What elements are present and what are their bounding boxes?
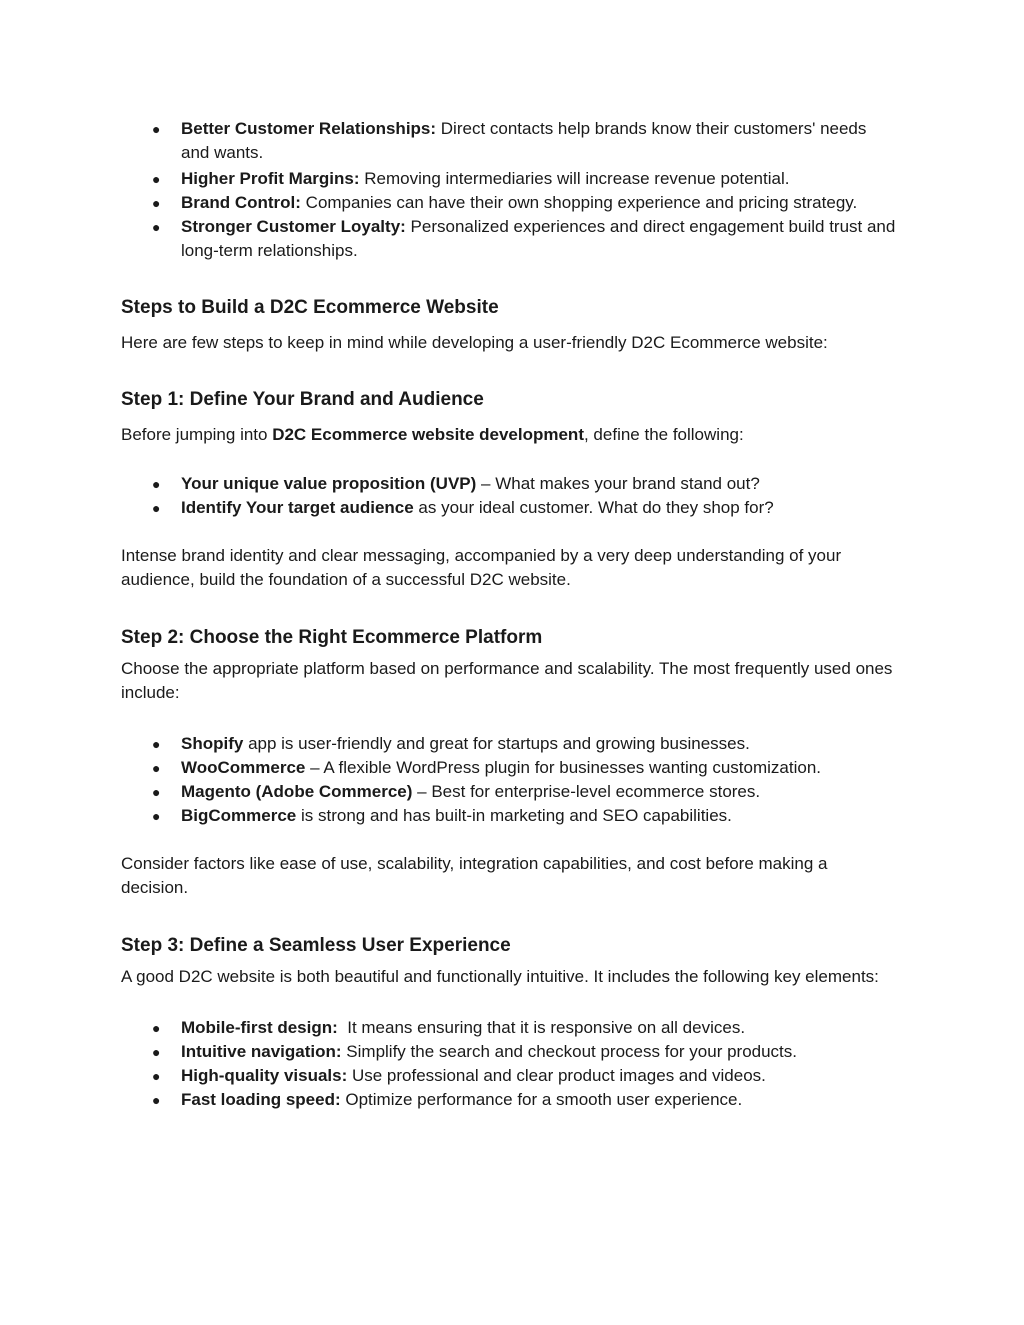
bullet-icon: ● bbox=[152, 1092, 161, 1108]
platform-list bbox=[121, 732, 896, 828]
bullet-icon: ● bbox=[152, 500, 161, 516]
bullet-icon: ● bbox=[152, 736, 161, 752]
bullet-icon: ● bbox=[152, 1044, 161, 1060]
list-item bbox=[121, 756, 896, 780]
list-item bbox=[121, 1064, 896, 1088]
list-item-bold: Higher Profit Margins: bbox=[181, 169, 360, 188]
step1-intro-pre: Before jumping into bbox=[121, 425, 273, 444]
step3-intro: A good D2C website is both beautiful and functionally intuitive. It includes the following key elements: bbox=[121, 967, 879, 986]
bullet-icon: ● bbox=[152, 195, 161, 211]
list-item bbox=[121, 496, 896, 520]
list-item-bold: WooCommerce bbox=[181, 758, 306, 777]
list-item-bold: Fast loading speed: bbox=[181, 1090, 341, 1109]
list-item-text: Personalized experiences and direct engagement build trust and long-term relationships. bbox=[181, 217, 896, 260]
list-item-text: Companies can have their own shopping experience and pricing strategy. bbox=[300, 193, 858, 212]
bullet-icon: ● bbox=[152, 784, 161, 800]
list-item bbox=[121, 1016, 896, 1040]
list-item bbox=[121, 215, 896, 263]
list-item-text: – A flexible WordPress plugin for businesses wanting customization. bbox=[305, 758, 822, 777]
step2-outro: Consider factors like ease of use, scalability, integration capabilities, and cost before making a decision. bbox=[121, 854, 828, 897]
list-item bbox=[121, 780, 896, 804]
section-heading: Steps to Build a D2C Ecommerce Website bbox=[121, 297, 499, 318]
list-item-text: Optimize performance for a smooth user experience. bbox=[340, 1090, 743, 1109]
list-item-bold: Intuitive navigation: bbox=[181, 1042, 342, 1061]
list-item-bold: Magento (Adobe Commerce) bbox=[181, 782, 413, 801]
bullet-icon: ● bbox=[152, 121, 161, 137]
list-item-text: as your ideal customer. What do they shop for? bbox=[413, 498, 774, 517]
list-item bbox=[121, 472, 896, 496]
list-item bbox=[121, 804, 896, 828]
list-item-bold: BigCommerce bbox=[181, 806, 297, 825]
bullet-icon: ● bbox=[152, 760, 161, 776]
step1-intro-post: , define the following: bbox=[583, 425, 744, 444]
list-item-text: is strong and has built-in marketing and SEO capabilities. bbox=[296, 806, 732, 825]
list-item-bold: Identify Your target audience bbox=[181, 498, 414, 517]
section-intro: Here are few steps to keep in mind while developing a user-friendly D2C Ecommerce website: bbox=[121, 333, 828, 352]
bullet-icon: ● bbox=[152, 171, 161, 187]
step1-list bbox=[121, 472, 896, 520]
list-item bbox=[121, 732, 896, 756]
list-item-bold: Shopify bbox=[181, 734, 244, 753]
list-item-text: – What makes your brand stand out? bbox=[476, 474, 760, 493]
step1-outro: Intense brand identity and clear messaging, accompanied by a very deep understanding of your audience, build the foundation of a successful D2C website. bbox=[121, 546, 842, 589]
list-item-bold: Stronger Customer Loyalty: bbox=[181, 217, 406, 236]
bullet-icon: ● bbox=[152, 808, 161, 824]
document-page bbox=[121, 117, 896, 1112]
list-item bbox=[121, 117, 896, 165]
list-item-bold: Brand Control: bbox=[181, 193, 301, 212]
list-item-text: It means ensuring that it is responsive on all devices. bbox=[337, 1018, 746, 1037]
list-item bbox=[121, 1040, 896, 1064]
list-item-text: Use professional and clear product images and videos. bbox=[347, 1066, 766, 1085]
list-item-bold: Your unique value proposition (UVP) bbox=[181, 474, 477, 493]
list-item-bold: High-quality visuals: bbox=[181, 1066, 348, 1085]
step3-heading: Step 3: Define a Seamless User Experience bbox=[121, 935, 511, 956]
ux-elements-list bbox=[121, 1016, 896, 1112]
list-item-bold: Mobile-first design: bbox=[181, 1018, 338, 1037]
bullet-icon: ● bbox=[152, 1068, 161, 1084]
step1-intro bbox=[121, 423, 896, 447]
list-item-text: – Best for enterprise-level ecommerce stores. bbox=[412, 782, 761, 801]
benefits-list bbox=[121, 117, 896, 263]
bullet-icon: ● bbox=[152, 219, 161, 235]
list-item-text: app is user-friendly and great for startups and growing businesses. bbox=[243, 734, 750, 753]
list-item-text: Simplify the search and checkout process for your products. bbox=[341, 1042, 798, 1061]
step1-heading: Step 1: Define Your Brand and Audience bbox=[121, 389, 484, 410]
step1-intro-bold: D2C Ecommerce website development bbox=[272, 425, 584, 444]
list-item-bold: Better Customer Relationships: bbox=[181, 119, 437, 138]
list-item bbox=[121, 191, 896, 215]
list-item bbox=[121, 1088, 896, 1112]
step2-heading: Step 2: Choose the Right Ecommerce Platform bbox=[121, 627, 543, 648]
list-item bbox=[121, 167, 896, 191]
list-item-text: Direct contacts help brands know their customers' needs and wants. bbox=[181, 119, 867, 162]
list-item-text: Removing intermediaries will increase revenue potential. bbox=[359, 169, 790, 188]
bullet-icon: ● bbox=[152, 476, 161, 492]
bullet-icon: ● bbox=[152, 1020, 161, 1036]
step2-intro: Choose the appropriate platform based on performance and scalability. The most frequently used ones include: bbox=[121, 659, 893, 702]
